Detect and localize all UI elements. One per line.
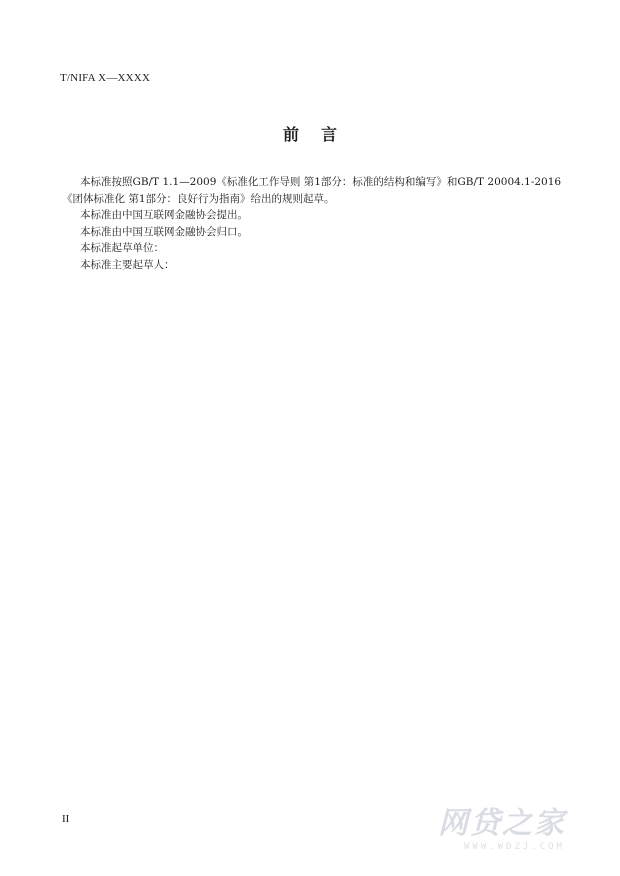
foreword-body bbox=[62, 174, 562, 273]
page-number: II bbox=[62, 813, 70, 825]
foreword-paragraph-administered-by: 本标准由中国互联网金融协会归口。 bbox=[80, 225, 248, 238]
foreword-paragraph-drafting-units: 本标准起草单位： bbox=[80, 242, 164, 254]
foreword-paragraph-proposed-by: 本标准由中国互联网金融协会提出。 bbox=[80, 209, 248, 221]
foreword-paragraph-drafting-rules-continued: 《团体标准化 第1部分：良好行为指南》给出的规则起草。 bbox=[62, 192, 335, 205]
watermark-main-text: 网贷之家 bbox=[438, 806, 566, 841]
page-title: 前言 bbox=[282, 125, 359, 144]
watermark-url-text: WWW.WDZJ.COM bbox=[464, 842, 566, 852]
foreword-paragraph-main-drafters: 本标准主要起草人： bbox=[80, 258, 175, 271]
foreword-paragraph-drafting-rules: 本标准按照GB/T 1.1—2009《标准化工作导则 第1部分：标准的结构和编写》和GB/T 20004.1-2016 bbox=[80, 176, 562, 188]
document-code: T/NIFA X—XXXX bbox=[60, 72, 151, 84]
watermark-logo bbox=[438, 806, 608, 866]
